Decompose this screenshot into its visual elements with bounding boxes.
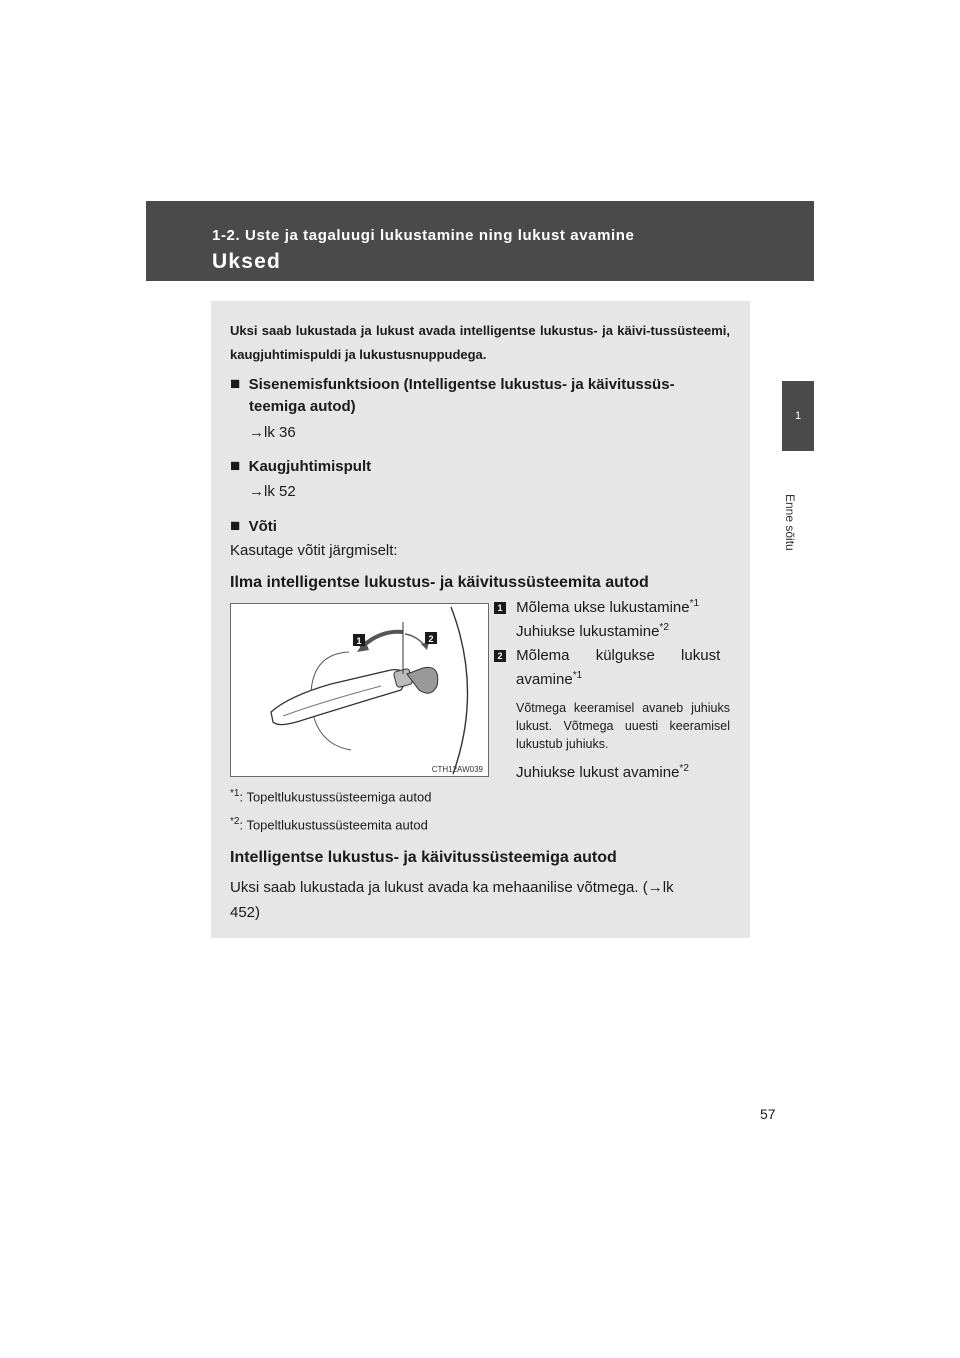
arrow-icon: → <box>249 483 264 500</box>
page-title: Uksed <box>212 250 282 273</box>
door-handle-key-illustration <box>231 604 488 776</box>
footnote-1: $^{*1}$: Topeltlukustussüsteemiga autod <box>230 788 432 805</box>
chapter-tab: 1 <box>782 381 814 451</box>
intro-text: Uksi saab lukustada ja lukust avada intelligentse lukustus- ja käivi-tussüsteemi, kaugjuhtimispuldi ja lukustusnuppudega. <box>230 323 730 362</box>
content-box <box>211 301 750 938</box>
instruction-item-2-alt: Juhiukse lukust avamine$^{*2}$ <box>516 763 689 781</box>
diagram-code: CTH12AW039 <box>431 765 483 774</box>
instruction-note: Võtmega keeramisel avaneb juhiuks lukust. Võtmega uuesti keeramisel lukustub juhiuks. <box>516 701 730 751</box>
without-system-heading: Ilma intelligentse lukustus- ja käivitussüsteemita autod <box>230 574 649 591</box>
remote-ref[interactable]: →lk 52 <box>249 483 296 500</box>
diagram-label-2: 2 <box>428 634 434 644</box>
step-badge-1: 1 <box>494 602 506 614</box>
entry-function-ref[interactable]: →lk 36 <box>249 424 296 441</box>
chapter-side-label: Enne sõitu <box>783 494 797 551</box>
instruction-item-1: 1 Mõlema ukse lukustamine$^{*1}$ Juhiukse lukustamine$^{*2}$ <box>494 594 730 642</box>
key-turn-diagram <box>230 603 489 777</box>
remote-heading: ■ Kaugjuhtimispult <box>230 456 372 475</box>
bullet-square-icon: ■ <box>230 456 241 475</box>
section-title: 1-2. Uste ja tagaluugi lukustamine ning lukust avamine <box>212 227 635 244</box>
page-number: 57 <box>760 1106 776 1122</box>
footnote-2: $^{*2}$: Topeltlukustussüsteemita autod <box>230 816 428 833</box>
entry-function-heading: ■ Sisenemisfunktsioon (Intelligentse lukustus- ja käivitussüs- teemiga autod) <box>230 374 675 415</box>
bullet-square-icon: ■ <box>230 374 241 393</box>
diagram-label-1: 1 <box>356 636 362 646</box>
arrow-icon: → <box>647 879 663 896</box>
arrow-icon: → <box>249 424 264 441</box>
with-system-text: Uksi saab lukustada ja lukust avada ka mehaanilise võtmega. (→lk 452) <box>230 879 674 921</box>
bullet-square-icon: ■ <box>230 516 241 535</box>
key-text: Kasutage võtit järgmiselt: <box>230 542 398 559</box>
step-badge-2: 2 <box>494 650 506 662</box>
key-heading: ■ Võti <box>230 516 277 535</box>
chapter-header <box>146 201 814 281</box>
instruction-item-2: 2 Mõlema külgukse lukust avamine$^{*1}$ <box>494 646 730 690</box>
with-system-heading: Intelligentse lukustus- ja käivitussüsteemiga autod <box>230 849 617 866</box>
